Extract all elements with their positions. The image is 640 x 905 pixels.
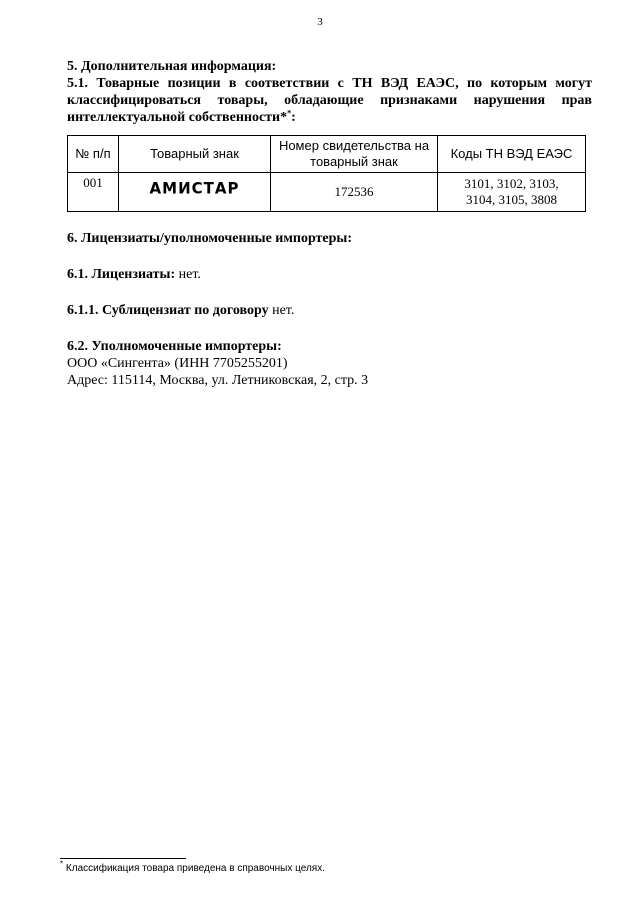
column-header-codes: Коды ТН ВЭД ЕАЭС	[438, 136, 586, 173]
section-6-title: 6. Лицензиаты/уполномоченные импортеры:	[67, 231, 353, 246]
section-5-1-title-text: интеллектуальной собственности*	[67, 110, 288, 125]
licensees-line	[67, 266, 592, 283]
footnote-mark: *	[60, 859, 64, 869]
row-number: 001	[68, 173, 119, 212]
section-5-title: 5. Дополнительная информация:	[67, 59, 277, 74]
sublicensee-line	[67, 302, 592, 319]
section-5-1-title-line-1: 5.1. Товарные позиции в соответствии с ТН ВЭД ЕАЭС, по которым могут	[67, 76, 592, 91]
column-header-number: № п/п	[68, 136, 119, 173]
licensees-label: 6.1. Лицензиаты:	[67, 267, 176, 282]
section-5-1-title-line-2: классифицироваться товары, обладающие признаками нарушения прав	[67, 93, 592, 108]
trademark-logo: АМИСТАР	[149, 178, 240, 197]
codes-line-1: 3101, 3102, 3103,	[464, 176, 559, 191]
footnote-ref: *	[287, 108, 292, 118]
footnote	[60, 859, 325, 874]
importer-name: ООО «Сингента» (ИНН 7705255201)	[67, 356, 288, 371]
licensees-value: нет.	[175, 267, 201, 282]
trademark-cell	[119, 173, 271, 212]
section-5-1-title-line-3	[67, 109, 592, 126]
trademark-table	[67, 135, 586, 212]
importers-label: 6.2. Уполномоченные импортеры:	[67, 339, 282, 354]
footnote-divider	[60, 858, 186, 859]
page-number: 3	[317, 16, 323, 28]
sublicensee-label: 6.1.1. Сублицензиат по договору	[67, 303, 269, 318]
sublicensee-value: нет.	[268, 303, 295, 318]
certificate-number: 172536	[271, 173, 438, 212]
footnote-text: Классификация товара приведена в справочных целях.	[63, 863, 325, 874]
column-header-certificate: Номер свидетельства на товарный знак	[271, 136, 438, 173]
codes-cell	[438, 173, 586, 212]
table-header-row	[68, 136, 586, 173]
document-body	[67, 58, 592, 389]
codes-line-2: 3104, 3105, 3808	[466, 192, 557, 207]
section-5-1-title-colon: :	[291, 110, 296, 125]
column-header-trademark: Товарный знак	[119, 136, 271, 173]
table-row	[68, 173, 586, 212]
importer-address: Адрес: 115114, Москва, ул. Летниковская, 2, стр. 3	[67, 373, 369, 388]
